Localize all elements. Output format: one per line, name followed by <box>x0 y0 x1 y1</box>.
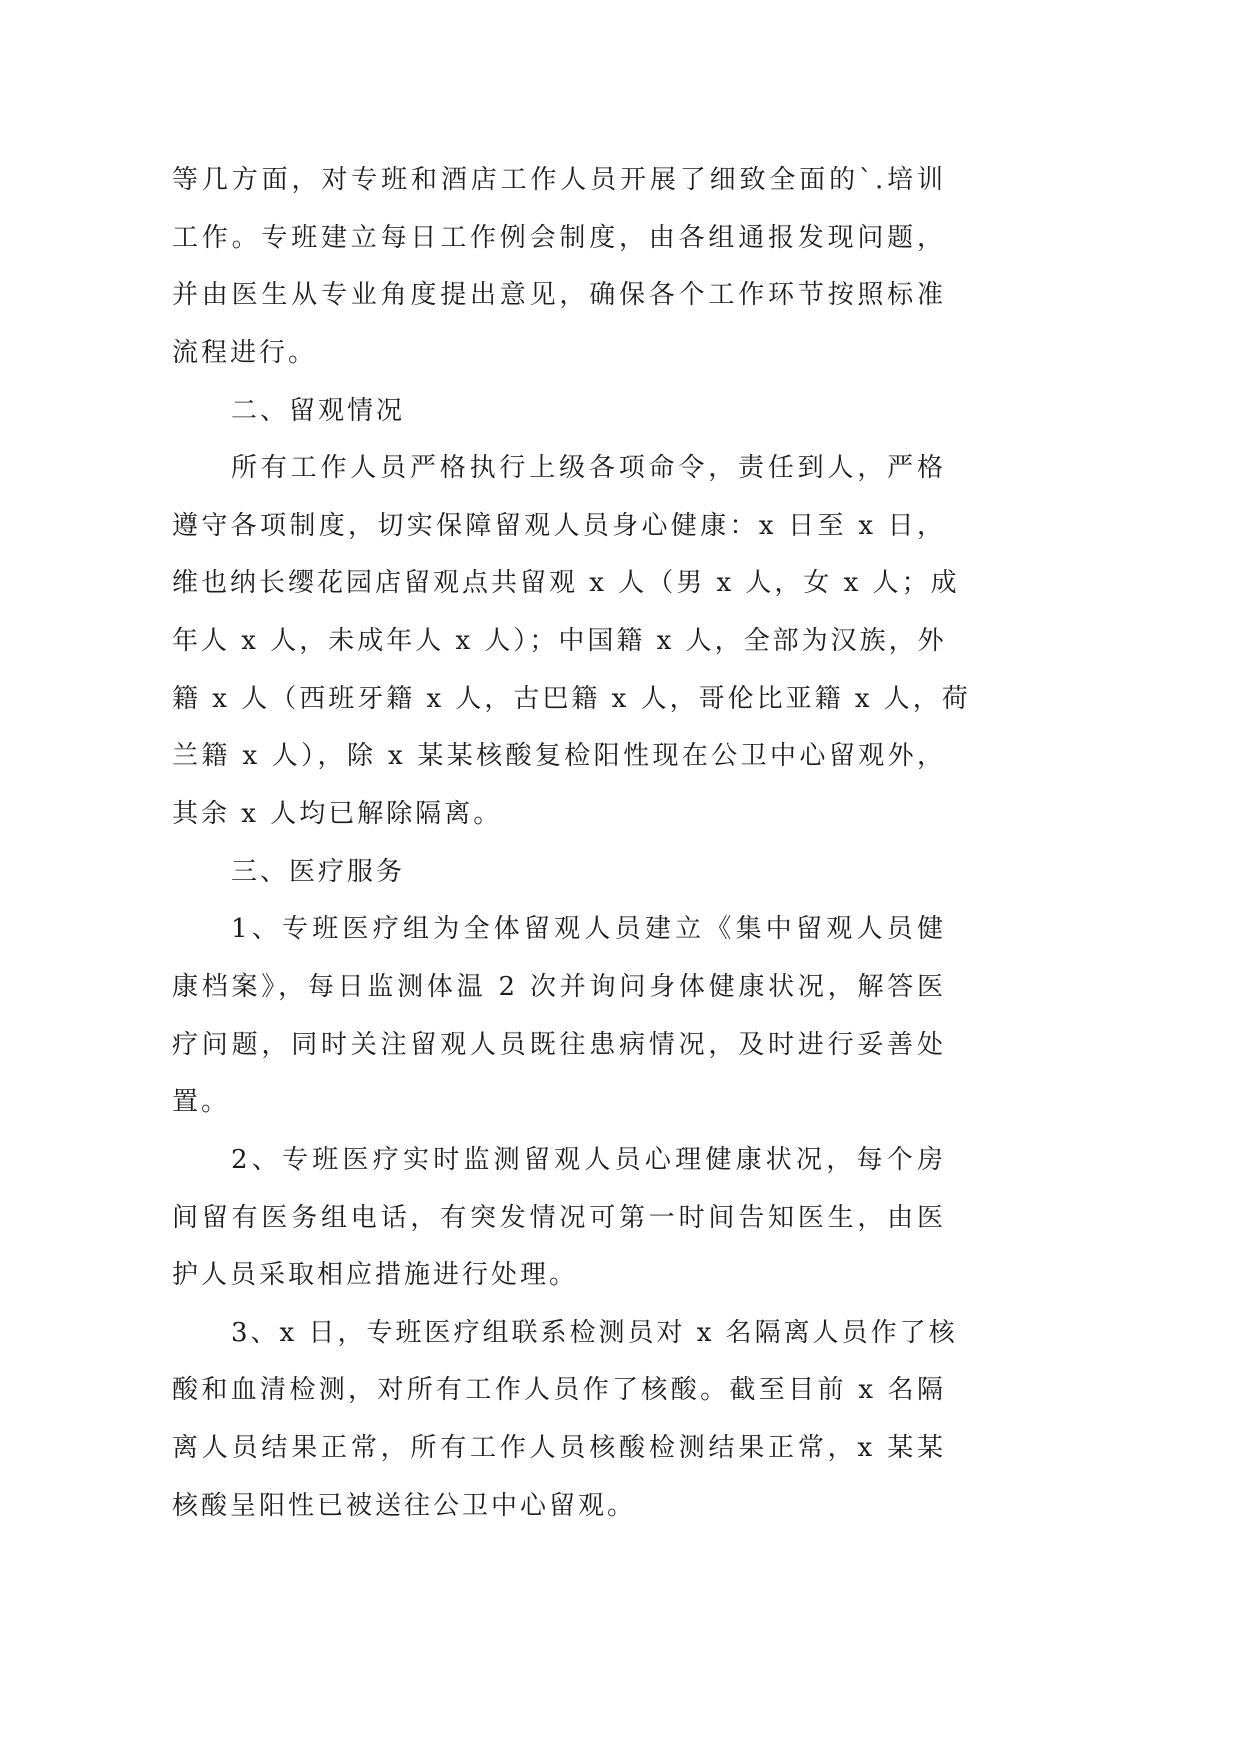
paragraph-line: 所有工作人员严格执行上级各项命令，责任到人，严格 <box>231 453 946 484</box>
paragraph-line: 离人员结果正常，所有工作人员核酸检测结果正常，x 某某 <box>172 1433 946 1464</box>
section-medical-service <box>172 844 958 1536</box>
document-body <box>172 152 971 1535</box>
medical-item-2 <box>172 1132 946 1305</box>
paragraph-line: 核酸呈阳性已被送往公卫中心留观。 <box>172 1490 637 1521</box>
medical-item-3 <box>172 1305 958 1536</box>
section-heading: 三、医疗服务 <box>231 856 406 887</box>
paragraph-line: 年人 x 人，未成年人 x 人）；中国籍 x 人，全部为汉族，外 <box>172 626 947 657</box>
paragraph-line: 间留有医务组电话，有突发情况可第一时间告知医生，由医 <box>172 1202 946 1233</box>
paragraph-line: 3、x 日，专班医疗组联系检测员对 x 名隔离人员作了核 <box>231 1317 958 1348</box>
continuation-paragraph <box>172 152 946 383</box>
paragraph-line: 1、专班医疗组为全体留观人员建立《集中留观人员健 <box>231 914 946 945</box>
paragraph-line: 遵守各项制度，切实保障留观人员身心健康：x 日至 x 日， <box>172 510 946 541</box>
paragraph-line: 流程进行。 <box>172 337 318 368</box>
paragraph-line: 籍 x 人（西班牙籍 x 人，古巴籍 x 人，哥伦比亚籍 x 人，荷 <box>172 683 971 714</box>
observation-paragraph <box>172 440 971 843</box>
paragraph-line: 工作。专班建立每日工作例会制度，由各组通报发现问题， <box>172 222 946 253</box>
paragraph-line: 酸和血清检测，对所有工作人员作了核酸。截至目前 x 名隔 <box>172 1375 946 1406</box>
paragraph-line: 2、专班医疗实时监测留观人员心理健康状况，每个房 <box>231 1144 946 1175</box>
paragraph-line: 兰籍 x 人），除 x 某某核酸复检阳性现在公卫中心留观外， <box>172 741 946 772</box>
paragraph-line: 等几方面，对专班和酒店工作人员开展了细致全面的`.培训 <box>172 165 946 195</box>
paragraph-line: 维也纳长缨花园店留观点共留观 x 人（男 x 人，女 x 人；成 <box>172 568 960 599</box>
paragraph-line: 疗问题，同时关注留观人员既往患病情况，及时进行妥善处 <box>172 1029 946 1060</box>
paragraph-line: 康档案》，每日监测体温 2 次并询问身体健康状况，解答医 <box>172 971 946 1002</box>
paragraph-line: 置。 <box>172 1087 231 1118</box>
paragraph-line: 并由医生从专业角度提出意见，确保各个工作环节按照标准 <box>172 280 946 311</box>
section-observation <box>172 383 971 844</box>
medical-item-1 <box>172 901 946 1132</box>
paragraph-line: 护人员采取相应措施进行处理。 <box>172 1260 579 1291</box>
paragraph-line: 其余 x 人均已解除隔离。 <box>172 799 503 830</box>
section-heading: 二、留观情况 <box>231 395 406 426</box>
